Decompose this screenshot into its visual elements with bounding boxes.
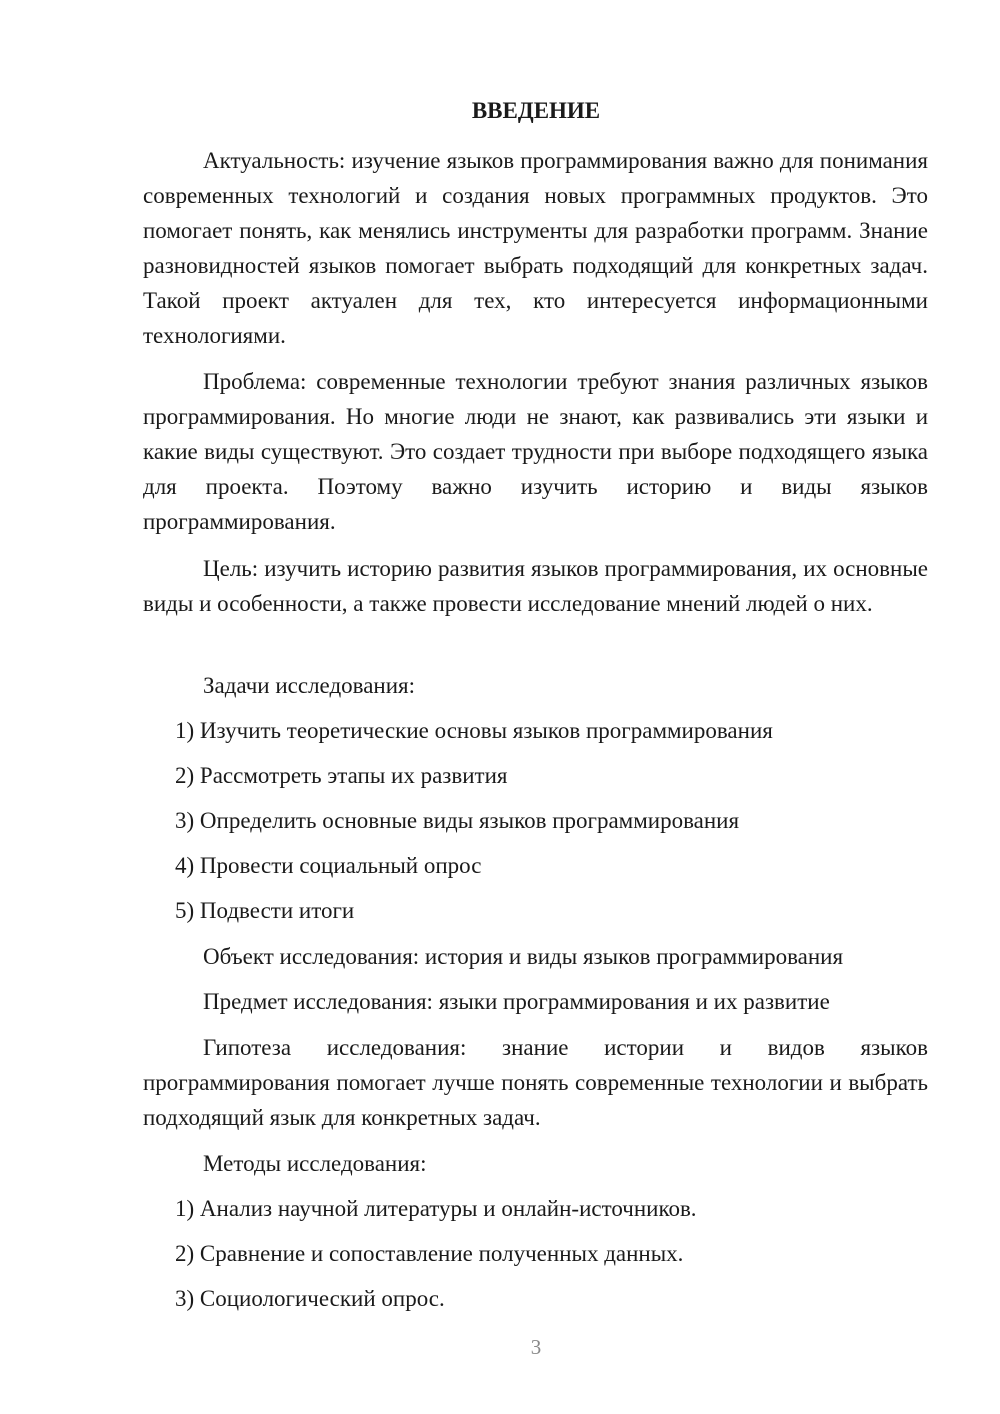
method-item-1: 1) Анализ научной литературы и онлайн-источников. (175, 1196, 697, 1221)
page-number: 3 (530, 1335, 542, 1359)
task-item-3: 3) Определить основные виды языков программирования (175, 808, 740, 833)
task-item-5: 5) Подвести итоги (175, 898, 355, 923)
method-item-2: 2) Сравнение и сопоставление полученных данных. (175, 1241, 684, 1266)
research-object: Объект исследования: история и виды языков программирования (203, 944, 844, 969)
method-item-3: 3) Социологический опрос. (175, 1286, 445, 1311)
methods-heading: Методы исследования: (203, 1151, 427, 1176)
hypothesis-paragraph: Гипотеза исследования: знание истории и видов языков программирования помогает лучше понять современные технологии и выбрать подходящий язык для конкретных задач. (143, 1035, 928, 1130)
task-item-1: 1) Изучить теоретические основы языков программирования (175, 718, 773, 743)
goal-paragraph: Цель: изучить историю развития языков программирования, их основные виды и особенности, а также провести исследование мнений людей о них. (143, 556, 928, 616)
section-title: ВВЕДЕНИЕ (471, 98, 601, 123)
problem-paragraph: Проблема: современные технологии требуют знания различных языков программирования. Но многие люди не знают, как развивались эти языки и какие виды существуют. Это создает трудности при выборе подходящего языка для проекта. Поэтому важно изучить историю и виды языков программирования. (143, 369, 928, 534)
task-item-4: 4) Провести социальный опрос (175, 853, 482, 878)
task-item-2: 2) Рассмотреть этапы их развития (175, 763, 508, 788)
research-subject: Предмет исследования: языки программирования и их развитие (203, 989, 830, 1014)
tasks-heading: Задачи исследования: (203, 673, 416, 698)
relevance-paragraph: Актуальность: изучение языков программирования важно для понимания современных технологий и создания новых программных продуктов. Это помогает понять, как менялись инструменты для разработки программ. Знание разновидностей языков помогает выбрать подходящий для конкретных задач. Такой проект актуален для тех, кто интересуется информационными технологиями. (143, 148, 928, 348)
